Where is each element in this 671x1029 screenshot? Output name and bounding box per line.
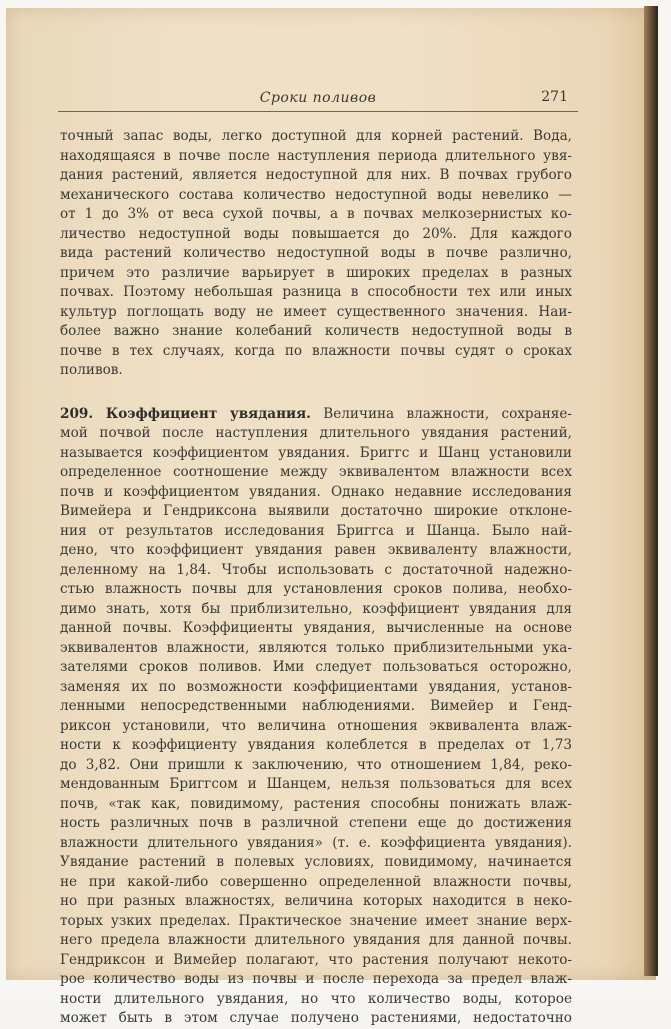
text-line: мендованным Бриггсом и Шанцем, нельзя пользоваться для всех: [60, 776, 572, 792]
text-line: Вимейера и Гендриксона выявили достаточно широкие отклоне-: [60, 503, 572, 519]
text-line: вида растений количество недоступной воды в почве различно,: [60, 245, 572, 261]
text-line: эквивалентов влажности, являются только приблизительными ука-: [60, 639, 572, 656]
text-line: культур поглощать воду не имеет существенного значения. Наи-: [60, 303, 572, 320]
text-line: Увядание растений в полевых условиях, повидимому, начинается: [60, 854, 572, 870]
text-line: зателями сроков поливов. Ими следует пользоваться осторожно,: [60, 659, 572, 675]
text-line: ности к коэффициенту увядания колеблется в пределах от 1,73: [60, 737, 572, 753]
text-line: ленными непосредственными наблюдениями. Вимейер и Генд-: [60, 698, 572, 714]
text-line: риксон установили, что величина отношения эквивалента влаж-: [60, 717, 572, 734]
text-line: него предела влажности длительного увядания для данной почвы.: [60, 932, 572, 948]
text-line: почве в тех случаях, когда по влажности почвы судят о сроках: [60, 342, 572, 359]
text-line: мой почвой после наступления длительного увядания растений,: [60, 425, 572, 441]
paragraph-continued: [60, 127, 572, 381]
text-line: почв и коэффициентом увядания. Однако недавние исследования: [60, 483, 572, 500]
section-heading: 209. Коэффициент увядания.: [60, 405, 311, 422]
text-line: деленному на 1,84. Чтобы использовать с достаточной надежно-: [60, 561, 572, 578]
text-line: от 1 до 3% от веса сухой почвы, а в почвах мелкозернистых ко-: [60, 206, 572, 222]
text-line: торых узких пределах. Практическое значение имеет знание верх-: [60, 912, 572, 929]
text-line: дания растений, является недоступной для них. В почвах грубого: [60, 167, 572, 183]
text-line: димо знать, хотя бы приблизительно, коэффициент увядания для: [60, 600, 572, 617]
section-209: [60, 405, 572, 1029]
body-text: [60, 127, 572, 1029]
text-line: поливов.: [60, 362, 123, 378]
text-line: влажности длительного увядания» (т. е. коэффициента увядания).: [60, 834, 572, 851]
text-line: механического состава количество недоступной воды невелико —: [60, 186, 572, 203]
text-line: причем это различие варьирует в широких пределах в разных: [60, 264, 572, 281]
text-line: личество недоступной воды повышается до 20%. Для каждого: [60, 225, 572, 242]
running-title: Сроки поливов: [259, 90, 377, 106]
text-line: находящаяся в почве после наступления периода длительного увя-: [60, 147, 572, 164]
text-line: может быть в этом случае получено растениями, недостаточно: [60, 1010, 572, 1026]
text-line: заменяя их по возможности коэффициентами увядания, установ-: [60, 678, 572, 695]
text-line: точный запас воды, легко доступной для корней растений. Вода,: [60, 128, 572, 144]
text-line: ния от результатов исследования Бриггса и Шанца. Было най-: [60, 522, 572, 539]
text-line: стью влажность почвы для установления сроков полива, необхо-: [60, 581, 572, 597]
text-line: ность различных почв в различной степени еще до достижения: [60, 815, 572, 831]
text-line: называется коэффициентом увядания. Бриггс и Шанц установили: [60, 444, 572, 461]
text-line: но при разных влажностях, величина которых находится в неко-: [60, 893, 572, 909]
text-line: до 3,82. Они пришли к заключению, что отношением 1,84, реко-: [60, 756, 572, 773]
text-line: рое количество воды из почвы и после перехода за предел влаж-: [60, 971, 572, 987]
section-first-line-text: Величина влажности, сохраняе-: [310, 405, 573, 422]
text-line: определенное соотношение между эквивалентом влажности всех: [60, 464, 572, 480]
text-line: ности длительного увядания, но что количество воды, которое: [60, 990, 572, 1007]
header-rule: [58, 111, 578, 112]
text-line: данной почвы. Коэффициенты увядания, вычисленные на основе: [60, 620, 572, 636]
text-line: почвах. Поэтому небольшая разница в способности тех или иных: [60, 284, 572, 300]
page-number: 271: [541, 89, 568, 105]
text-line: дено, что коэффициент увядания равен эквиваленту влажности,: [60, 542, 572, 558]
paragraph-gap: [60, 381, 572, 405]
text-line: почв, «так как, повидимому, растения способны понижать влаж-: [60, 795, 572, 812]
section-first-line: [60, 405, 572, 425]
book-spine-shadow: [644, 6, 658, 976]
running-header: [58, 86, 578, 112]
text-line: Гендриксон и Вимейер полагают, что растения получают некото-: [60, 951, 572, 968]
text-line: более важно знание колебаний количеств недоступной воды в: [60, 323, 572, 339]
text-line: не при какой-либо совершенно определенной влажности почвы,: [60, 873, 572, 890]
